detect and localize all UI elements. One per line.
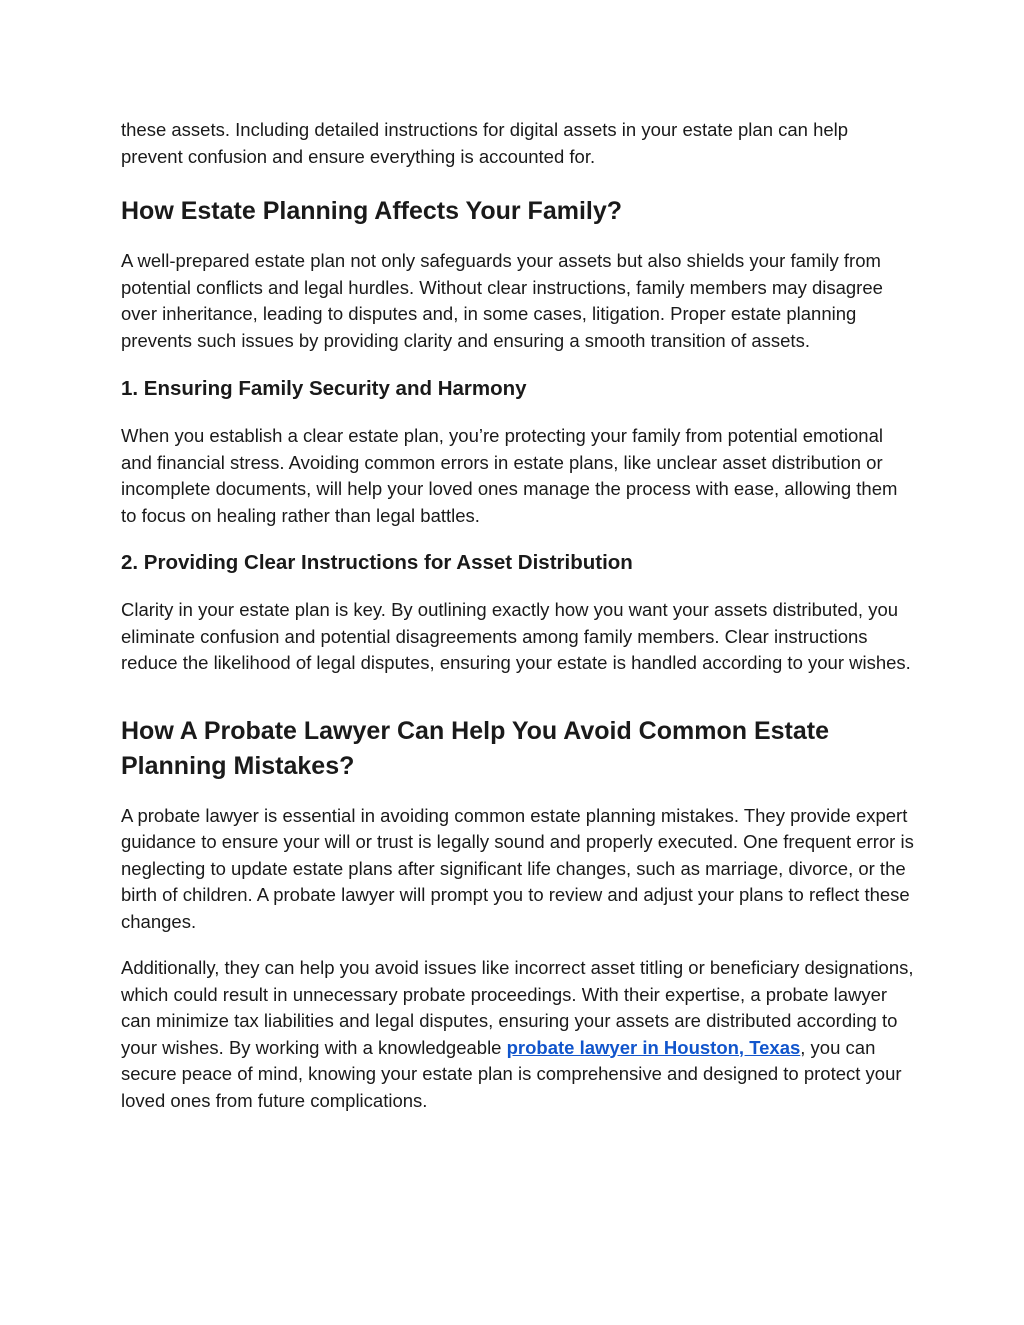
paragraph-asset-distribution: Clarity in your estate plan is key. By outlining exactly how you want your assets distributed, you eliminate confusion and potential disagreements among family members. Clear instructions reduce the likelihood of legal disputes, ensuring your estate is handled according to your wishes. (121, 599, 911, 673)
intro-paragraph: these assets. Including detailed instructions for digital assets in your estate plan can help prevent confusion and ensure everything is accounted for. (121, 119, 849, 167)
probate-lawyer-link[interactable]: probate lawyer in Houston, Texas (506, 1036, 801, 1058)
paragraph-text-before-link: Additionally, they can help you avoid issues like incorrect asset titling or beneficiary designations, which could result in unnecessary probate proceedings. With their expertise, a probate lawyer can minimize tax liabilities and legal disputes, ensuring your assets are distributed according to your wishes. By working with a knowledgeable (121, 957, 914, 1058)
paragraph-probate-lawyer-1: A probate lawyer is essential in avoiding common estate planning mistakes. They provide expert guidance to ensure your will or trust is legally sound and properly executed. One frequent error is neglecting to update estate plans after significant life changes, such as marriage, divorce, or the birth of children. A probate lawyer will prompt you to review and adjust your plans to reflect these changes. (121, 804, 914, 932)
subheading-family-security: 1. Ensuring Family Security and Harmony (121, 377, 527, 400)
paragraph-probate-lawyer-2 (121, 955, 914, 1114)
subheading-asset-distribution: 2. Providing Clear Instructions for Asset Distribution (121, 551, 633, 574)
section-heading-probate-lawyer: How A Probate Lawyer Can Help You Avoid Common Estate Planning Mistakes? (121, 716, 829, 780)
paragraph-family-security: When you establish a clear estate plan, you’re protecting your family from potential emotional and financial stress. Avoiding common errors in estate plans, like unclear asset distribution or incomplete documents, will help your loved ones manage the process with ease, allowing them to focus on healing rather than legal battles. (121, 425, 898, 526)
section-heading-family: How Estate Planning Affects Your Family? (121, 197, 623, 225)
paragraph-text-after-link: , you can secure peace of mind, knowing your estate plan is comprehensive and designed to protect your loved ones from future complications. (121, 1036, 902, 1111)
section-paragraph-family: A well-prepared estate plan not only safeguards your assets but also shields your family from potential conflicts and legal hurdles. Without clear instructions, family members may disagree over inheritance, leading to disputes and, in some cases, litigation. Proper estate planning prevents such issues by providing clarity and ensuring a smooth transition of assets. (121, 250, 883, 351)
